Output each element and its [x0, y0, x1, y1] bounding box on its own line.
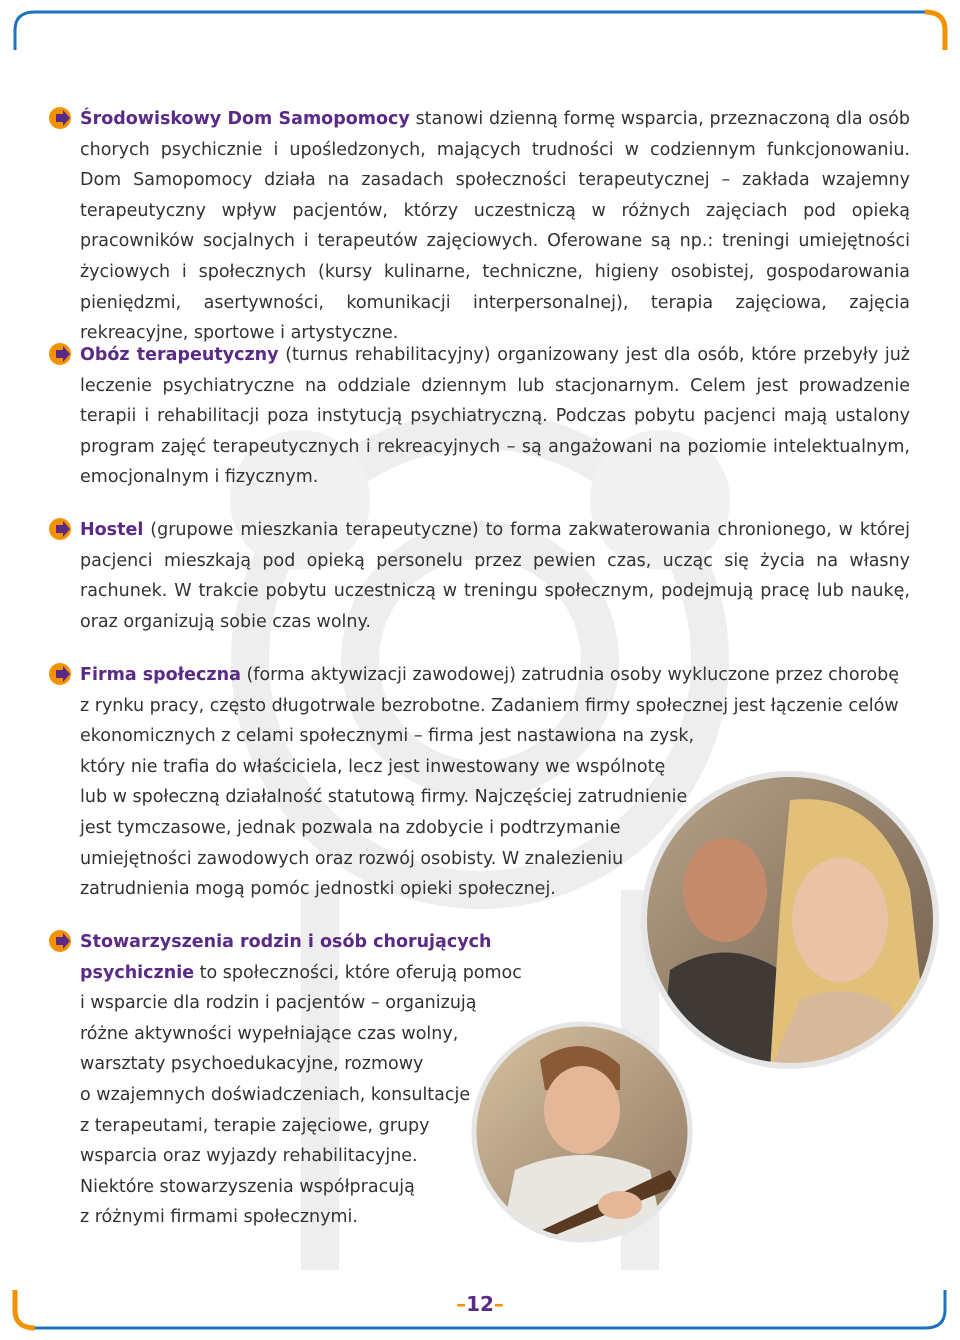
section-oboz-terapeutyczny: [80, 340, 910, 493]
section-text: [80, 340, 910, 493]
line: z terapeutami, terapie zajęciowe, grupy: [80, 1115, 430, 1136]
section-text: [80, 104, 910, 349]
orange-arrow-circle-icon: [48, 516, 74, 542]
line: zatrudnienia mogą pomóc jednostki opieki społecznej.: [80, 879, 556, 900]
orange-arrow-circle-icon: [48, 105, 74, 131]
line: (forma aktywizacji zawodowej) zatrudnia osoby wykluczone przez chorobę: [240, 665, 899, 685]
line: który nie trafia do właściciela, lecz jest inwestowany we wspólnotę: [80, 756, 666, 777]
page-number-value: 12: [466, 1292, 494, 1316]
section-heading: Stowarzyszenia rodzin i osób chorujących: [80, 932, 492, 952]
line: Niektóre stowarzyszenia współpracują: [80, 1176, 415, 1197]
line: ekonomicznych z celami społecznymi – firma jest nastawiona na zysk,: [80, 726, 695, 747]
line: różne aktywności wypełniające czas wolny,: [80, 1023, 459, 1044]
line: lub w społeczną działalność statutową firmy. Najczęściej zatrudnienie: [80, 787, 688, 808]
section-heading: Firma społeczna: [80, 665, 241, 685]
line: jest tymczasowe, jednak pozwala na zdobycie i podtrzymanie: [80, 817, 621, 838]
section-dom-samopomocy: [80, 104, 910, 349]
section-heading: Hostel: [80, 520, 144, 540]
section-text: [80, 515, 910, 637]
section-body: (grupowe mieszkania terapeutyczne) to forma zakwaterowania chronionego, w której pacjenci mieszkają pod opieką personelu przez pewien czas, ucząc się życia na własny rachunek. W trakcie pobytu uczestniczą w treningu społecznym, podejmują pracę lub naukę, oraz organizują sobie czas wolny.: [80, 520, 910, 632]
section-hostel: [80, 515, 910, 637]
section-heading: Obóz terapeutyczny: [80, 345, 279, 365]
line: wsparcia oraz wyjazdy rehabilitacyjne.: [80, 1146, 418, 1167]
section-body: stanowi dzienną formę wsparcia, przeznaczoną dla osób chorych psychicznie i upośledzonych, mających trudności w codziennym funkcjonowaniu. Dom Samopomocy działa na zasadach społeczności terapeutycznej – zakłada wzajemny terapeutyczny wpływ pacjentów, którzy uczestniczą w różnych zajęciach pod opieką pracowników socjalnych i terapeutów zajęciowych. Oferowane są np.: treningi umiejętności życiowych i społecznych (kursy kulinarne, techniczne, higieny osobistej, gospodarowania pieniędzmi, asertywności, komunikacji interpersonalnej), terapia zajęciowa, zajęcia rekreacyjne, sportowe i artystyczne.: [80, 109, 910, 344]
line: umiejętności zawodowych oraz rozwój osobisty. W znalezieniu: [80, 848, 624, 869]
section-body: (turnus rehabilitacyjny) organizowany jest dla osób, które przebyły już leczenie psychiatryczne na oddziale dziennym lub stacjonarnym. Celem jest prowadzenie terapii i rehabilitacji poza instytucją psychiatryczną. Podczas pobytu pacjenci mają ustalony program zajęć terapeutycznych i rekreacyjnych – są angażowani na poziomie intelektualnym, emocjonalnym i fizycznym.: [80, 345, 910, 488]
line: i wsparcie dla rodzin i pacjentów – organizują: [80, 993, 477, 1014]
line: z rynku pracy, często długotrwale bezrobotne. Zadaniem firmy społecznej jest łączenie celów: [80, 695, 899, 716]
line: to społeczności, które oferują pomoc: [194, 962, 522, 983]
line: warsztaty psychoedukacyjne, rozmowy: [80, 1054, 424, 1075]
line: o wzajemnych doświadczeniach, konsultacje: [80, 1084, 471, 1105]
line: z różnymi firmami społecznymi.: [80, 1207, 358, 1228]
page-number: –12–: [456, 1292, 504, 1316]
photo-guitarist: [470, 1020, 695, 1245]
orange-arrow-circle-icon: [48, 928, 74, 954]
orange-arrow-circle-icon: [48, 341, 74, 367]
section-heading: Środowiskowy Dom Samopomocy: [80, 109, 410, 129]
section-heading: psychicznie: [80, 962, 195, 983]
orange-arrow-circle-icon: [48, 661, 74, 687]
